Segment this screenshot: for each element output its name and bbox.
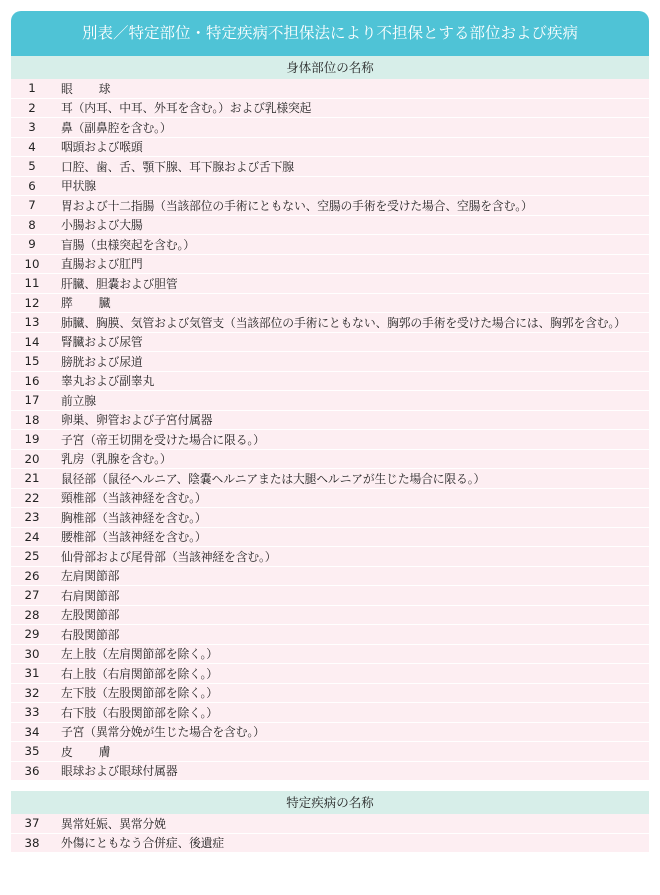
- table-row: [11, 723, 649, 743]
- row-number: 19: [24, 432, 40, 447]
- row-name: 肺臓、胸膜、気管および気管支（当該部位の手術にともない、胸郭の手術を受けた場合には、胸郭を含む。）: [61, 315, 626, 330]
- row-name: 左上肢（左肩関節部を除く。）: [61, 647, 218, 662]
- row-name: 眼球および眼球付属器: [61, 764, 178, 779]
- row-name: 腎臓および尿管: [61, 335, 143, 350]
- row-name: 膀胱および尿道: [61, 354, 143, 369]
- row-name: 鼠径部（鼠径ヘルニア、陰嚢ヘルニアまたは大腿ヘルニアが生じた場合に限る。）: [61, 471, 486, 486]
- table-row: [11, 762, 649, 782]
- row-number: 37: [24, 816, 40, 831]
- row-number: 33: [24, 705, 40, 720]
- row-name: 頸椎部（当該神経を含む。）: [61, 491, 207, 506]
- table-row: [11, 333, 649, 353]
- row-name: 胸椎部（当該神経を含む。）: [61, 510, 207, 525]
- row-name: 胃および十二指腸（当該部位の手術にともない、空腸の手術を受けた場合、空腸を含む。）: [61, 198, 533, 213]
- row-name: 盲腸（虫様突起を含む。）: [61, 237, 195, 252]
- row-number: 24: [24, 529, 40, 544]
- row-number: 29: [24, 627, 40, 642]
- row-number: 26: [24, 568, 40, 583]
- table-row: [11, 814, 649, 834]
- row-number: 25: [24, 549, 40, 564]
- table-row: [11, 294, 649, 314]
- table-row: [11, 645, 649, 665]
- row-name: 口腔、歯、舌、顎下腺、耳下腺および舌下腺: [61, 159, 294, 174]
- table-row: [11, 489, 649, 509]
- table-row: [11, 508, 649, 528]
- row-number: 10: [24, 256, 40, 271]
- table-row: [11, 567, 649, 587]
- row-name: 咽頭および喉頭: [61, 140, 143, 155]
- body-parts-header: 身体部位の名称: [11, 56, 649, 79]
- row-number: 20: [24, 451, 40, 466]
- row-number: 12: [24, 295, 40, 310]
- body-parts-table: [11, 56, 649, 853]
- table-row: [11, 352, 649, 372]
- table-row: [11, 216, 649, 236]
- row-name: 右上肢（右肩関節部を除く。）: [61, 666, 218, 681]
- table-row: [11, 177, 649, 197]
- table-row: [11, 430, 649, 450]
- table-row: [11, 157, 649, 177]
- table-row: [11, 196, 649, 216]
- row-name: 鼻（副鼻腔を含む。）: [61, 120, 172, 135]
- row-name: 乳房（乳腺を含む。）: [61, 452, 172, 467]
- row-number: 4: [28, 139, 36, 154]
- row-number: 17: [24, 393, 40, 408]
- table-row: [11, 664, 649, 684]
- table-row: [11, 586, 649, 606]
- table-row: [11, 79, 649, 99]
- row-name: 左股関節部: [61, 608, 120, 623]
- row-number: 14: [24, 334, 40, 349]
- row-name: 右肩関節部: [61, 588, 120, 603]
- row-name: 皮膚: [61, 744, 137, 759]
- page-title: 別表／特定部位・特定疾病不担保法により不担保とする部位および疾病: [11, 11, 649, 56]
- row-number: 13: [24, 315, 40, 330]
- row-name: 膵臓: [61, 296, 137, 311]
- row-name: 卵巣、卵管および子宮付属器: [61, 413, 213, 428]
- row-number: 16: [24, 373, 40, 388]
- table-row: [11, 313, 649, 333]
- table-row: [11, 411, 649, 431]
- table-row: [11, 834, 649, 854]
- row-number: 28: [24, 607, 40, 622]
- row-number: 1: [28, 81, 36, 96]
- diseases-rows: [11, 814, 649, 853]
- row-name: 前立腺: [61, 393, 96, 408]
- row-number: 3: [28, 120, 36, 135]
- row-name: 肝臓、胆嚢および胆管: [61, 276, 178, 291]
- table-row: [11, 684, 649, 704]
- row-name: 小腸および大腸: [61, 218, 143, 233]
- row-name: 直腸および肛門: [61, 257, 143, 272]
- table-row: [11, 138, 649, 158]
- row-number: 6: [28, 178, 36, 193]
- row-name: 甲状腺: [61, 179, 96, 194]
- row-name: 子宮（帝王切開を受けた場合に限る。）: [61, 432, 265, 447]
- row-name: 右下肢（右股関節部を除く。）: [61, 705, 218, 720]
- row-name: 耳（内耳、中耳、外耳を含む。）および乳様突起: [61, 101, 312, 116]
- row-number: 22: [24, 490, 40, 505]
- row-name: 腰椎部（当該神経を含む。）: [61, 530, 207, 545]
- row-name: 左下肢（左股関節部を除く。）: [61, 686, 218, 701]
- row-name: 子宮（異常分娩が生じた場合を含む。）: [61, 725, 265, 740]
- table-row: [11, 703, 649, 723]
- body-parts-rows: [11, 79, 649, 781]
- row-number: 38: [24, 835, 40, 850]
- row-number: 18: [24, 412, 40, 427]
- diseases-header: 特定疾病の名称: [11, 791, 649, 814]
- table-row: [11, 118, 649, 138]
- row-name: 眼球: [61, 81, 137, 96]
- row-number: 23: [24, 510, 40, 525]
- row-number: 35: [24, 744, 40, 759]
- row-name: 仙骨部および尾骨部（当該神経を含む。）: [61, 549, 277, 564]
- table-row: [11, 99, 649, 119]
- table-row: [11, 528, 649, 548]
- row-name: 異常妊娠、異常分娩: [61, 816, 166, 831]
- table-row: [11, 450, 649, 470]
- row-number: 9: [28, 237, 36, 252]
- row-number: 34: [24, 724, 40, 739]
- table-row: [11, 606, 649, 626]
- row-number: 15: [24, 354, 40, 369]
- table-row: [11, 274, 649, 294]
- table-row: [11, 547, 649, 567]
- row-number: 21: [24, 471, 40, 486]
- section-gap: [11, 781, 649, 791]
- table-row: [11, 372, 649, 392]
- row-number: 32: [24, 685, 40, 700]
- row-number: 36: [24, 763, 40, 778]
- row-number: 2: [28, 100, 36, 115]
- row-number: 7: [28, 198, 36, 213]
- table-row: [11, 625, 649, 645]
- row-name: 睾丸および副睾丸: [61, 374, 155, 389]
- row-number: 8: [28, 217, 36, 232]
- row-name: 外傷にともなう合併症、後遺症: [61, 836, 225, 851]
- row-number: 31: [24, 666, 40, 681]
- row-number: 30: [24, 646, 40, 661]
- row-number: 27: [24, 588, 40, 603]
- table-row: [11, 235, 649, 255]
- table-row: [11, 255, 649, 275]
- row-name: 右股関節部: [61, 627, 120, 642]
- table-row: [11, 391, 649, 411]
- row-number: 11: [24, 276, 40, 291]
- row-name: 左肩関節部: [61, 569, 120, 584]
- table-row: [11, 469, 649, 489]
- table-row: [11, 742, 649, 762]
- row-number: 5: [28, 159, 36, 174]
